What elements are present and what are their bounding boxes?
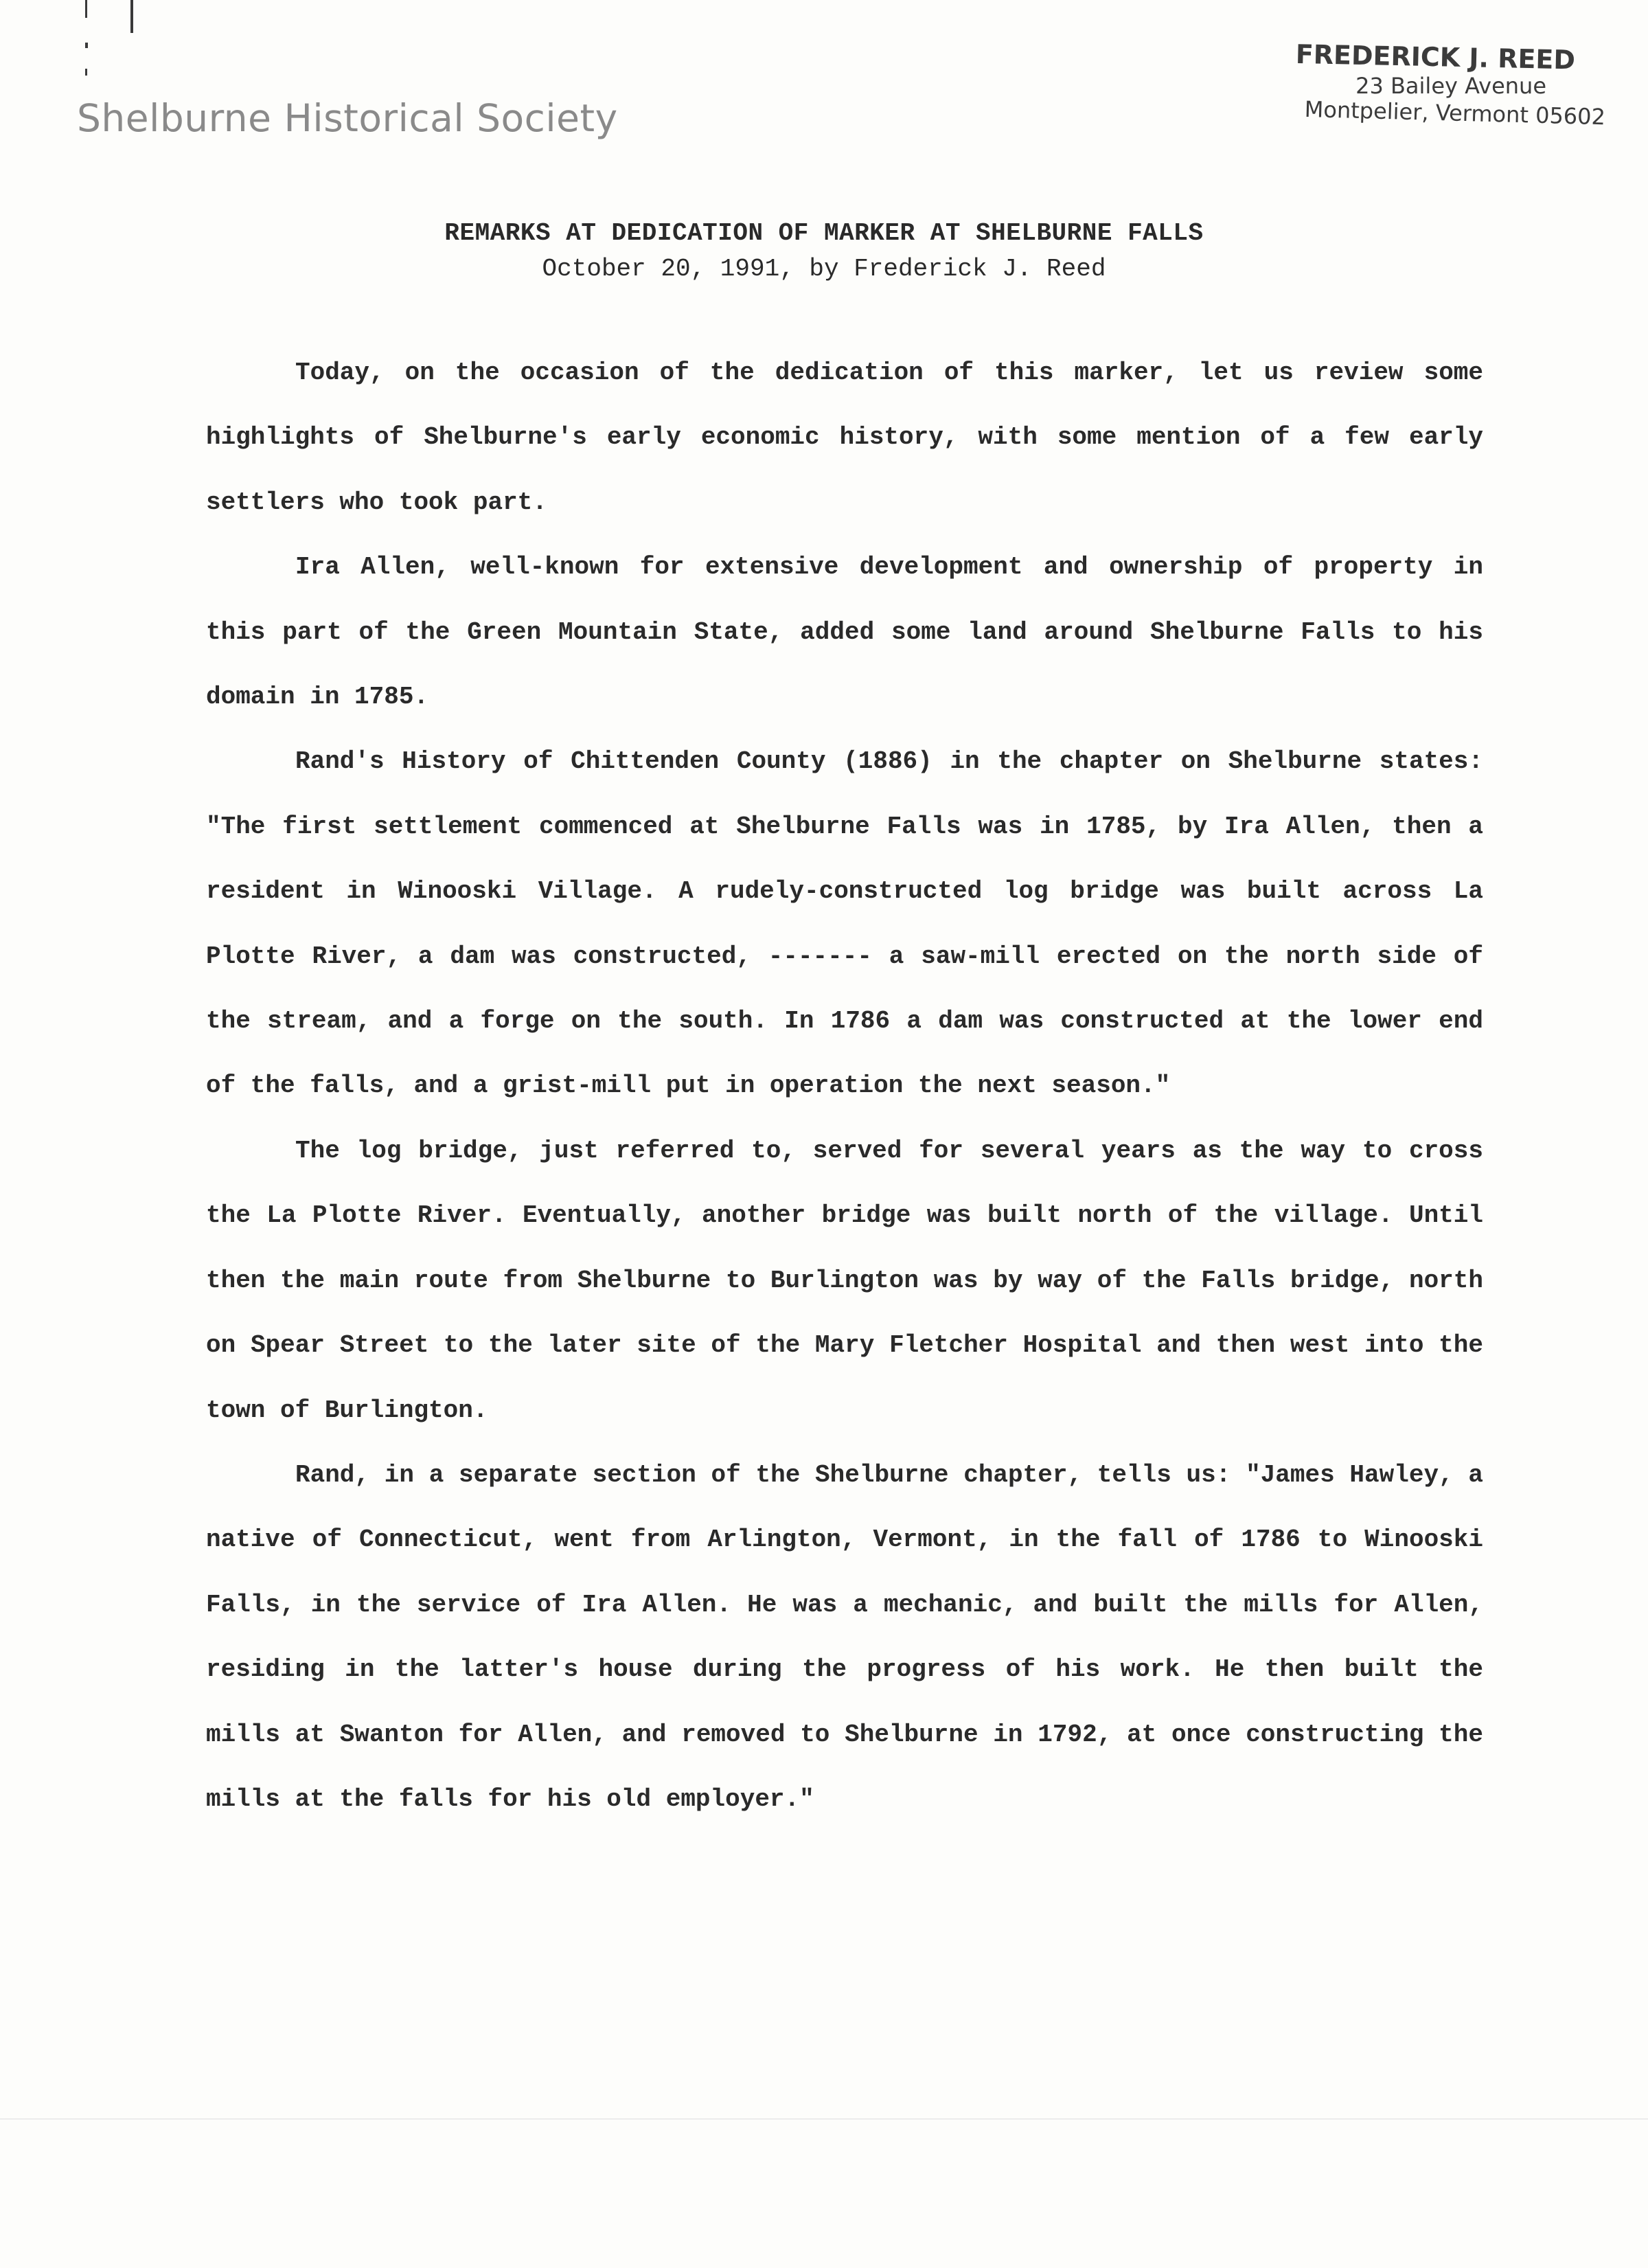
letterhead-name: FREDERICK J. REED	[1295, 38, 1576, 76]
paragraph: Rand's History of Chittenden County (1886) in the chapter on Shelburne states: "The first settlement commenced at Shelburne Falls was in 1785, by Ira Allen, then a resident in Winooski Village. A rudely-constructed log bridge was built across La Plotte River, a dam was constructed, ------- a saw-mill erected on the north side of the stream, and a forge on the south. In 1786 a dam was constructed at the lower end of the falls, and a grist-mill put in operation the next season."	[206, 747, 1483, 1100]
document-subtitle: October 20, 1991, by Frederick J. Reed	[542, 255, 1106, 283]
letterhead-city: Montpelier, Vermont 05602	[1304, 95, 1606, 131]
paper-mark	[85, 43, 88, 48]
paper-mark	[85, 69, 87, 76]
document-body	[206, 341, 1483, 1832]
letterhead-stamp	[1221, 38, 1606, 131]
watermark: Shelburne Historical Society	[77, 96, 618, 140]
document-title: REMARKS AT DEDICATION OF MARKER AT SHELBURNE FALLS	[444, 219, 1204, 247]
letterhead-street: 23 Bailey Avenue	[1355, 73, 1546, 99]
paper-mark	[130, 0, 133, 33]
paragraph: Ira Allen, well-known for extensive development and ownership of property in this part of the Green Mountain State, added some land around Shelburne Falls to his domain in 1785.	[206, 553, 1483, 712]
paper-mark	[85, 0, 87, 18]
paragraph: The log bridge, just referred to, served for several years as the way to cross the La Plotte River. Eventually, another bridge was built north of the village. Until then the main route from Shelburne to Burlington was by way of the Falls bridge, north on Spear Street to the later site of the Mary Fletcher Hospital and then west into the town of Burlington.	[206, 1136, 1483, 1425]
page-edge-line	[0, 2118, 1648, 2120]
paragraph: Rand, in a separate section of the Shelburne chapter, tells us: "James Hawley, a native of Connecticut, went from Arlington, Vermont, in the fall of 1786 to Winooski Falls, in the service of Ira Allen. He was a mechanic, and built the mills for Allen, residing in the latter's house during the progress of his work. He then built the mills at Swanton for Allen, and removed to Shelburne in 1792, at once constructing the mills at the falls for his old employer."	[206, 1460, 1483, 1813]
paragraph: Today, on the occasion of the dedication of this marker, let us review some highlights of Shelburne's early economic history, with some mention of a few early settlers who took part.	[206, 359, 1483, 517]
